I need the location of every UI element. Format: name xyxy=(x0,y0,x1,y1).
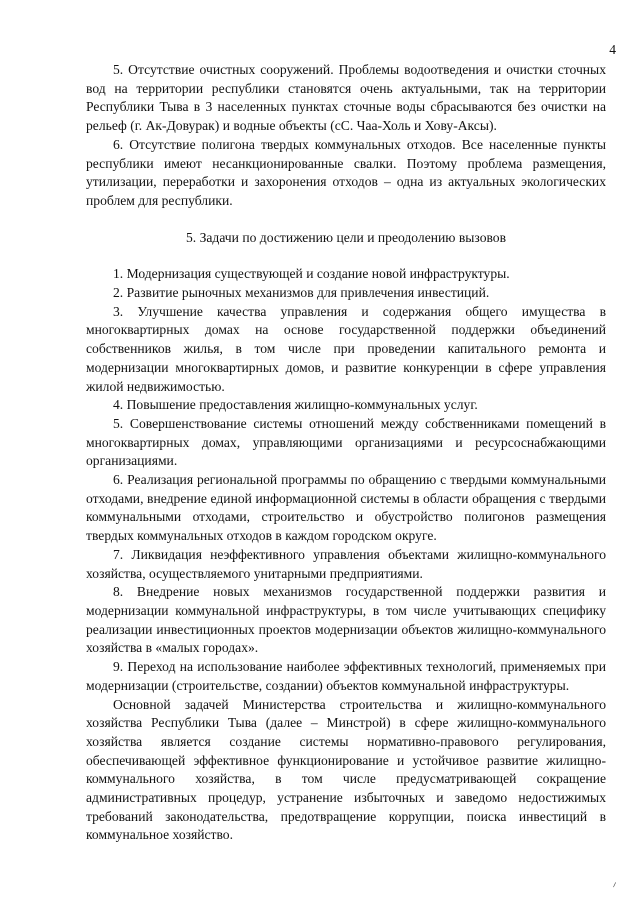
page-number: 4 xyxy=(609,42,616,57)
corner-pen-mark: ⸝ xyxy=(608,876,619,890)
document-body xyxy=(86,61,606,845)
paragraph-no-waste-landfill: 6. Отсутствие полигона твердых коммунальных отходов. Все населенные пункты республики имеют несанкционированные свалки. Поэтому проблема размещения, утилизации, переработки и захоронения отходов – одна из актуальных экологических проблем для республики. xyxy=(86,136,606,208)
task-item-7: 7. Ликвидация неэффективного управления объектами жилищно-коммунального хозяйства, осуществляемого унитарными предприятиями. xyxy=(86,546,606,581)
ministry-main-task-paragraph: Основной задачей Министерства строительства и жилищно-коммунального хозяйства Республики Тыва (далее – Минстрой) в сфере жилищно-коммунального хозяйства является создание системы нормативно-правового регулирования, обеспечивающей эффективное функционирование и устойчивое развитие жилищно-коммунального хозяйства, в том числе предусматривающей сокращение административных процедур, устранение избыточных и заведомо недостижимых требований законодательства, предотвращение коррупции, поиска инвестиций в коммунальное хозяйство. xyxy=(86,696,606,843)
task-item-4: 4. Повышение предоставления жилищно-коммунальных услуг. xyxy=(113,397,478,413)
paragraph-no-treatment-facilities: 5. Отсутствие очистных сооружений. Проблемы водоотведения и очистки сточных вод на территории республики становятся очень актуальными, так на территории Республики Тыва в 3 населенных пунктах сточные воды сбрасываются без очистки на рельеф (г. Ак-Довурак) и водные объекты (сС. Чаа-Холь и Хову-Аксы). xyxy=(86,62,606,134)
task-item-2: 2. Развитие рыночных механизмов для привлечения инвестиций. xyxy=(113,285,490,301)
task-item-8: 8. Внедрение новых механизмов государственной поддержки развития и модернизации коммунальной инфраструктуры, в том числе учитывающих специфику реализации инвестиционных проектов модернизации объектов жилищно-коммунального хозяйства в «малых городах». xyxy=(86,584,606,656)
task-item-6: 6. Реализация региональной программы по обращению с твердыми коммунальными отходами, внедрение единой информационной системы в области обращения с твердыми коммунальными отходами, строительство и обустройство полигонов размещения твердых коммунальных отходов в каждом городском округе. xyxy=(86,472,606,544)
task-item-3: 3. Улучшение качества управления и содержания общего имущества в многоквартирных домах на основе государственной поддержки объединений собственников жилья, в том числе при проведении капитального ремонта и модернизации многоквартирных домов, и развитие конкуренции в сфере управления жилой недвижимостью. xyxy=(86,303,606,394)
task-item-5: 5. Совершенствование системы отношений между собственниками помещений в многоквартирных домах, управляющими организациями и ресурсоснабжающими организациями. xyxy=(86,415,606,469)
task-item-1: 1. Модернизация существующей и создание новой инфраструктуры. xyxy=(113,266,510,282)
section-heading: 5. Задачи по достижению цели и преодолению вызовов xyxy=(185,229,507,245)
task-item-9: 9. Переход на использование наиболее эффективных технологий, применяемых при модернизации (строительстве, создании) объектов коммунальной инфраструктуры. xyxy=(86,659,606,693)
